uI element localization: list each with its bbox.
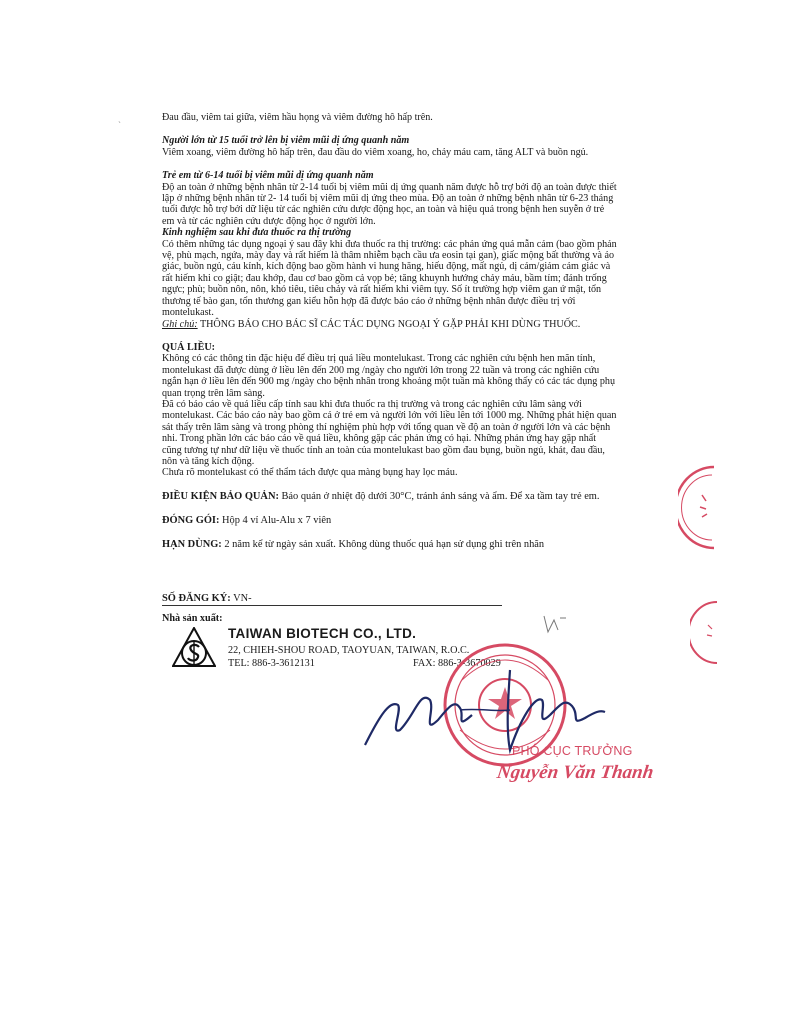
- handwritten-mark: [540, 612, 570, 636]
- company-name: TAIWAN BIOTECH CO., LTD.: [228, 626, 417, 641]
- overdose-paragraph-2: Đã có báo cáo về quá liều cấp tính sau khi đưa thuốc ra thị trường và trong các nghiên cứu lâm sàng với montelukast. Các báo cáo này bao gồm cả ở trẻ em và người lớn với liều lên tới 1000 mg. Những phát hiện quan sát thấy trên lâm sàng và trong phòng thí nghiệm phù hợp với tổng quan về độ an toàn ở người lớn và các bệnh nhi. Trong phần lớn các báo cáo về quá liều, không gặp các phản ứng có hại. Những phản ứng hay gặp nhất cũng tương tự như dữ liệu về thuốc tính an toàn của montelukast bao gồm đau bụng, buồn ngủ, khát, đau đầu, nôn và tăng kích động.: [162, 398, 617, 467]
- partial-stamp-icon: [690, 600, 720, 665]
- pack-text: Hộp 4 vỉ Alu-Alu x 7 viên: [219, 514, 332, 526]
- note-text: THÔNG BÁO CHO BÁC SĨ CÁC TÁC DỤNG NGOẠI Ý GẶP PHẢI KHI DÙNG THUỐC.: [197, 318, 581, 330]
- leaflet-body: [162, 112, 617, 551]
- child-text: Độ an toàn ở những bệnh nhân từ 2-14 tuổi bị viêm mũi dị ứng quanh năm được hỗ trợ bởi độ an toàn được thiết lập ở những bệnh nhân từ 2- 14 tuổi bị viêm mũi dị ứng theo mùa. Độ an toàn ở những bệnh nhân từ 6-23 tháng tuổi được hỗ trợ bởi dữ liệu từ các nghiên cứu dược động học, an toàn và hiệu quả trong bệnh hen suyễn ở trẻ em và từ các nghiên cứu dược động học ở người lớn.: [162, 181, 617, 227]
- storage-line: [162, 491, 617, 503]
- manufacturer-label: Nhà sản xuất:: [162, 613, 223, 624]
- margin-mark: `: [118, 120, 121, 130]
- company-fax: FAX: 886-3-3670029: [413, 658, 501, 669]
- post-marketing-heading: Kinh nghiệm sau khi đưa thuốc ra thị trường: [162, 227, 352, 239]
- adult-heading: Người lớn từ 15 tuổi trở lên bị viêm mũi dị ứng quanh năm: [162, 135, 410, 147]
- pack-label: ĐÓNG GÓI:: [162, 514, 220, 526]
- expiry-label: HẠN DÙNG:: [162, 538, 222, 550]
- note-line: [162, 319, 617, 330]
- company-logo: [172, 627, 216, 671]
- storage-label: ĐIỀU KIỆN BẢO QUẢN:: [162, 490, 279, 502]
- pack-line: [162, 515, 617, 527]
- note-label: Ghi chú:: [162, 318, 198, 330]
- company-address: 22, CHIEH-SHOU ROAD, TAOYUAN, TAIWAN, R.O.C.: [228, 645, 470, 656]
- adult-text: Viêm xoang, viêm đường hô hấp trên, đau đầu do viêm xoang, ho, chảy máu cam, tăng ALT và buồn ngủ.: [162, 146, 589, 158]
- overdose-heading: QUÁ LIỀU:: [162, 341, 215, 353]
- overdose-paragraph-1: Không có các thông tin đặc hiệu để điều trị quá liều montelukast. Trong các nghiên cứu bệnh hen mãn tính, montelukast đã được dùng ở liều lên đến 200 mg /ngày cho người lớn trong 22 tuần và trong các nghiên cứu ngắn hạn ở liều lên đến 900 mg /ngày cho bệnh nhân trong khoảng một tuần mà không thấy có các tác dụng phụ quan trọng trên lâm sàng.: [162, 353, 615, 399]
- intro-line: Đau đầu, viêm tai giữa, viêm hầu họng và viêm đường hô hấp trên.: [162, 112, 433, 123]
- partial-stamp-icon: [678, 465, 718, 550]
- signatory-title: PHÓ CỤC TRƯỞNG: [512, 744, 633, 758]
- expiry-text: 2 năm kể từ ngày sản xuất. Không dùng thuốc quá hạn sử dụng ghi trên nhãn: [221, 538, 545, 550]
- registration-rule: [162, 605, 502, 606]
- registration-text: VN-: [230, 593, 252, 604]
- child-heading: Trẻ em từ 6-14 tuổi bị viêm mũi dị ứng quanh năm: [162, 170, 374, 182]
- post-marketing-text: Có thêm những tác dụng ngoại ý sau đây khi đưa thuốc ra thị trường: các phản ứng quá mẫn cảm (bao gồm phản vệ, phù mạch, ngứa, mày đay và rất hiếm là thâm nhiễm bạch cầu ưa eosin tại gan), giấc mộng bất thường và ảo giác, buồn ngủ, cáu kỉnh, kích động bao gồm hành vi hung hăng, hiếu động, mất ngủ, dị cảm/giảm cảm giác và rất hiếm khi co giật; đau khớp, đau cơ bao gồm cả vọp bẻ; tăng khuynh hướng chảy máu, bầm tím; đánh trống ngực; phù; buồn nôn, nôn, khó tiêu, tiêu chảy và rất hiếm khi viêm tụy. Số ít trường hợp viêm gan ứ mật, tổn thương tế bào gan, tổn thương gan kiểu hỗn hợp đã được báo cáo ở những bệnh nhân được điều trị với montelukast.: [162, 238, 617, 319]
- overdose-paragraph-3: Chưa rõ montelukast có thể thẩm tách được qua màng bụng hay lọc máu.: [162, 467, 458, 479]
- expiry-line: [162, 539, 617, 551]
- storage-text: Bảo quản ở nhiệt độ dưới 30°C, tránh ánh sáng và ẩm. Để xa tầm tay trẻ em.: [278, 490, 600, 502]
- signatory-name: Nguyễn Văn Thanh: [495, 762, 655, 783]
- registration-line: [162, 593, 252, 604]
- company-tel: TEL: 886-3-3612131: [228, 658, 315, 669]
- registration-label: SỐ ĐĂNG KÝ:: [162, 593, 231, 604]
